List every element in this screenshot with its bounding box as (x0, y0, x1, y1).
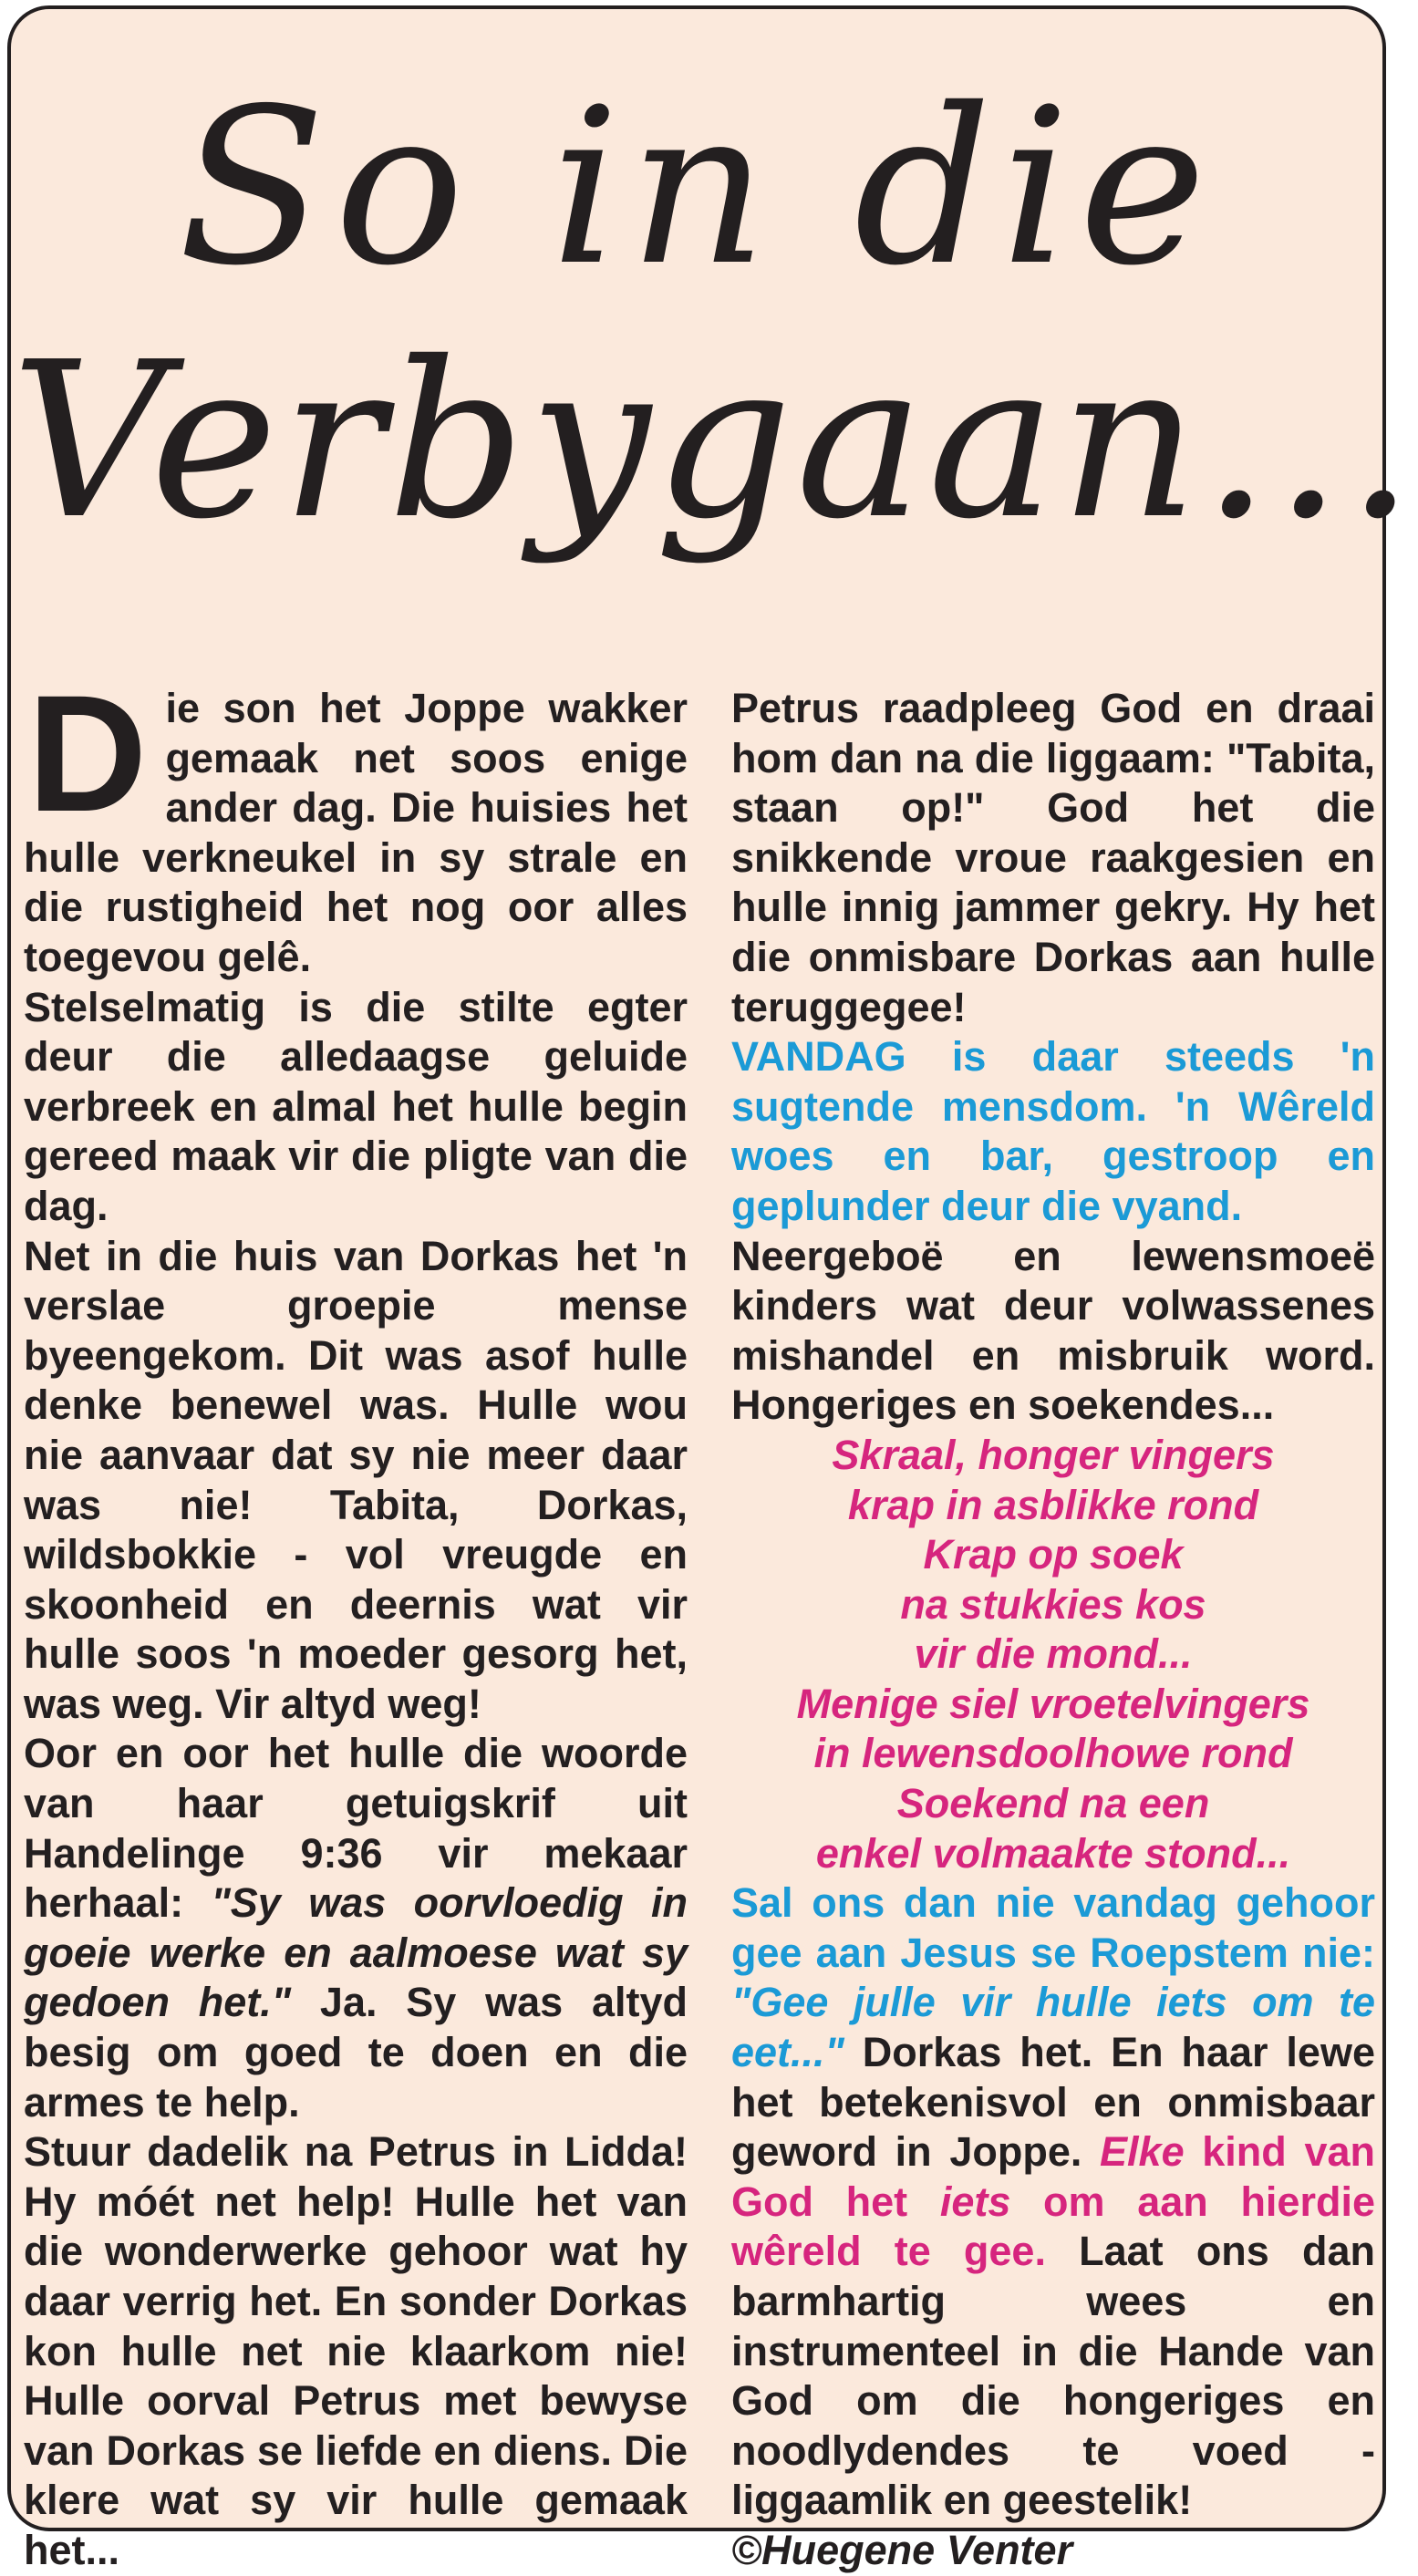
scripture-quote-body: was oorvloedig in goeie werke en aalmoese wat sy gedoen het." (24, 1879, 688, 2026)
poem-line: Skraal, honger vingers (832, 1431, 1275, 1478)
paragraph-handelinge-text-b: Ja. Sy was altyd besig om goed te doen en die armes te help. (24, 1979, 688, 2126)
paragraph-dorkas-het: Dorkas het. En haar lewe het betekenisvol en onmisbaar geword in Joppe. (731, 2029, 1375, 2176)
paragraph-handelinge (24, 1729, 688, 2127)
paragraph-roepstem-text: Sal ons dan nie vandag gehoor gee aan Jesus se Roepstem nie: (731, 1879, 1375, 1976)
iets-word: iets (939, 2178, 1011, 2225)
title-line-1: So in die (178, 62, 1216, 313)
elke-word: Elke (1100, 2128, 1185, 2176)
paragraph-vandag: VANDAG is daar steeds 'n sugtende mensdom. 'n Wêreld woes en bar, gestroop en geplunder deur die vyand. (731, 1033, 1375, 1229)
paragraph-roepstem (731, 1878, 1375, 2526)
poem-line: Krap op soek (923, 1531, 1184, 1578)
paragraph-petrus-lidda: Stuur dadelik na Petrus in Lidda! Hy móét net help! Hulle het van die wonderwerke gehoor wat hy daar verrig het. En sonder Dorkas kon hulle net nie klaarkom nie! Hulle oorval Petrus met bewyse van Dorkas se liefde en diens. Die klere wat sy vir hulle gemaak het... (24, 2128, 688, 2573)
paragraph-dorkas-house: Net in die huis van Dorkas het 'n verslae groepie mense byeengekom. Dit was asof hulle denke benewel was. Hulle wou nie aanvaar dat sy nie meer daar was nie! Tabita, Dorkas, wildsbokkie - vol vreugde en skoonheid en deernis wat vir hulle soos 'n moeder gesorg het, was weg. Vir altyd weg! (24, 1232, 688, 1727)
article-card (7, 5, 1418, 2573)
poem-line: in lewensdoolhowe rond (813, 1730, 1293, 1777)
paragraph-laat-ons: Laat ons dan barmhartig wees en instrumenteel in die Hande van God om die hongeriges en noodlydendes te voed - liggaamlik en geestelik! (731, 2228, 1375, 2524)
poem-line: Menige siel vroetelvingers (796, 1680, 1310, 1727)
poem-line: enkel volmaakte stond... (815, 1829, 1291, 1877)
poem-line: Soekend na een (896, 1780, 1210, 1827)
drop-cap: D (27, 660, 148, 846)
title-line-2: Verbygaan... (11, 316, 1418, 566)
right-column (731, 684, 1375, 2576)
aan-hierdie-wereld: om aan hierdie wêreld te gee. (731, 2178, 1375, 2275)
author-credit: ©Huegene Venter (731, 2526, 1073, 2573)
left-column (24, 660, 688, 2576)
paragraph-petrus-prays: Petrus raadpleeg God en draai hom dan na die liggaam: "Tabita, staan op!" God het die snikkende vroue raakgesien en hulle innig jammer gekry. Hy het die onmisbare Dorkas aan hulle teruggegee! (731, 685, 1375, 1030)
paragraph-stelselmatig: Stelselmatig is die stilte egter deur die alledaagse geluide verbreek en almal het hulle begin gereed maak vir die pligte van die dag. (24, 983, 688, 1229)
poem-line: krap in asblikke rond (847, 1481, 1259, 1528)
paragraph-intro-text: ie son het Joppe wakker gemaak net soos enige ander dag. Die huisies het hulle verkneukel in sy strale en die rustigheid het nog oor alles toegevou gelê. (24, 685, 688, 980)
poem (731, 1431, 1375, 1878)
scripture-quote-open: "Sy (211, 1879, 309, 1927)
roepstem-quote: "Gee julle vir hulle iets om te eet..." (731, 1979, 1375, 2076)
paragraph-handelinge-text-a: Oor en oor het hulle die woorde van haar getuigskrif uit Handelinge 9:36 vir mekaar herhaal: (24, 1730, 688, 1927)
poem-line: vir die mond... (914, 1630, 1193, 1678)
paragraph-neergeboe: Neergeboë en lewensmoeë kinders wat deur volwassenes mishandel en misbruik word. Hongeriges en soekendes... (731, 1232, 1375, 1429)
paragraph-intro (24, 660, 688, 983)
poem-line: na stukkies kos (900, 1580, 1206, 1628)
kind-van-god: kind van God het (731, 2128, 1375, 2225)
